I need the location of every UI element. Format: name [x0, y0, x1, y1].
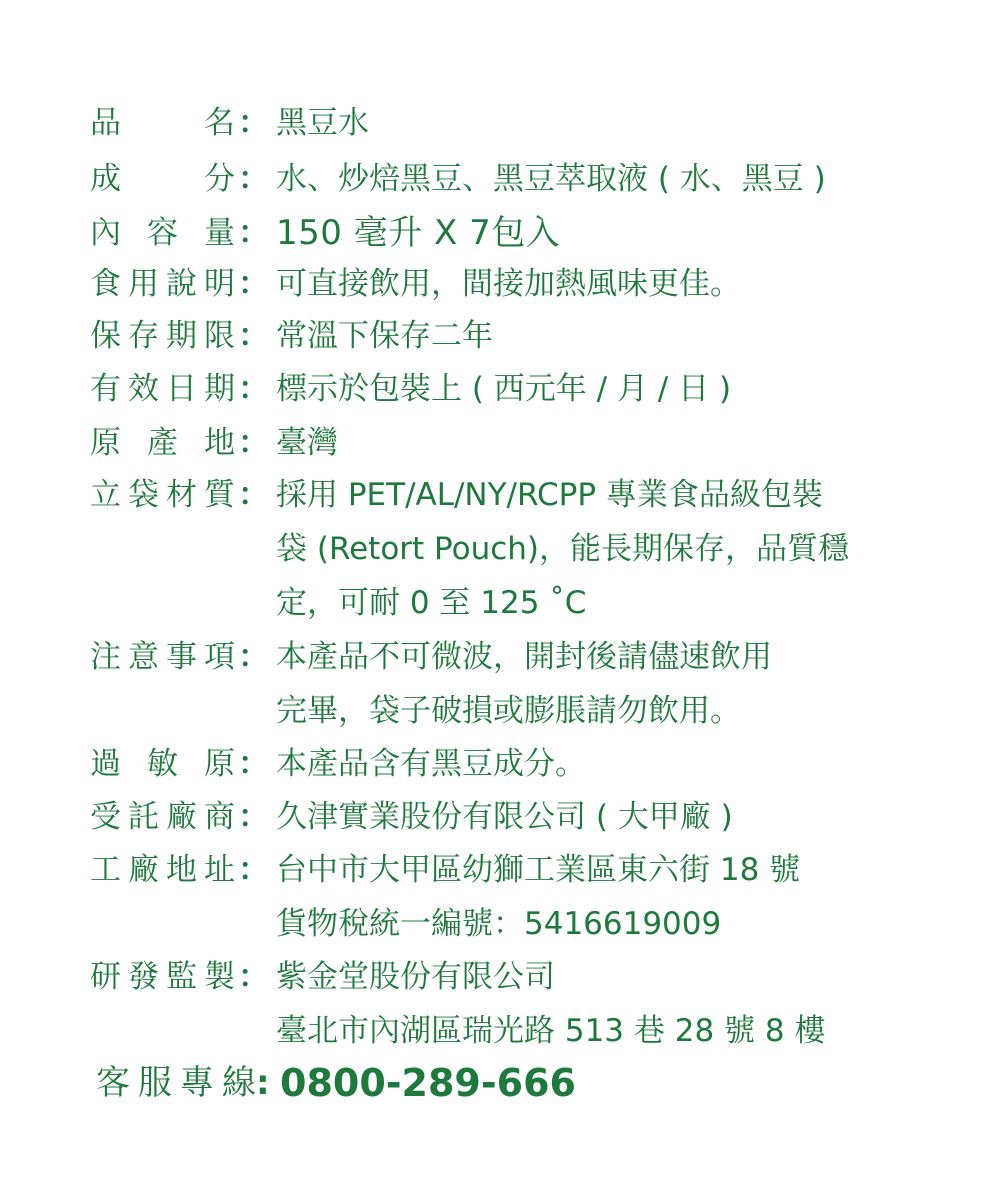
field-colon: ：: [238, 799, 269, 835]
value-line: 可直接飲用，間接加熱風味更佳。: [276, 266, 741, 302]
field-colon: ：: [238, 477, 269, 513]
value-line: 定，可耐 0 至 125 ˚C: [276, 585, 587, 621]
field-value: [276, 468, 926, 630]
field-value: [276, 152, 926, 206]
value-line: 本產品含有黑豆成分。: [276, 746, 586, 782]
field-label: 立袋材質: [90, 477, 235, 513]
field-label: 內 容 量: [90, 215, 235, 251]
value-line: 0800-289-666: [280, 1061, 576, 1105]
field-label: 品 名: [90, 105, 235, 141]
value-line: 150 毫升 X 7包入: [276, 213, 561, 253]
field-value: [276, 206, 926, 260]
value-line: 臺北市內湖區瑞光路 513 巷 28 號 8 樓: [276, 1013, 826, 1049]
field-label: 有效日期: [90, 371, 235, 407]
field-value: [276, 416, 926, 470]
value-line: 臺灣: [276, 425, 338, 461]
value-line: 常溫下保存二年: [276, 318, 493, 354]
field-colon: ：: [238, 425, 269, 461]
field-colon: ：: [238, 318, 269, 354]
field-label: 受託廠商: [90, 799, 235, 835]
field-value: [276, 257, 926, 311]
value-line: 久津實業股份有限公司 ( 大甲廠 ): [276, 799, 733, 835]
value-line: 紫金堂股份有限公司: [276, 959, 555, 995]
value-line: 完畢，袋子破損或膨脹請勿飲用。: [276, 693, 741, 729]
field-colon: ：: [238, 959, 269, 995]
field-value: [276, 362, 926, 416]
field-value: [276, 309, 926, 363]
hotline-colon: :: [256, 1063, 270, 1103]
field-colon: ：: [238, 215, 269, 251]
value-line: 袋 (Retort Pouch)，能長期保存，品質穩: [276, 531, 850, 567]
field-value: [276, 790, 926, 844]
field-colon: ：: [238, 371, 269, 407]
field-value: [276, 950, 926, 1058]
field-colon: ：: [238, 746, 269, 782]
field-label: 成 分: [90, 161, 235, 197]
value-line: 黑豆水: [276, 105, 369, 141]
hotline-number: [280, 1056, 930, 1110]
field-label: 保存期限: [90, 318, 235, 354]
field-colon: ：: [238, 105, 269, 141]
field-value: [276, 843, 926, 951]
field-label: 原 產 地: [90, 425, 235, 461]
value-line: 台中市大甲區幼獅工業區東六街 18 號: [276, 852, 801, 888]
field-label: 注意事項: [90, 639, 235, 675]
field-label: 工廠地址: [90, 852, 235, 888]
field-colon: ：: [238, 852, 269, 888]
value-line: 標示於包裝上 ( 西元年 / 月 / 日 ): [276, 371, 732, 407]
field-label: 食用說明: [90, 266, 235, 302]
field-value: [276, 630, 926, 738]
field-colon: ：: [238, 639, 269, 675]
field-label: 研發監製: [90, 959, 235, 995]
field-value: [276, 96, 926, 150]
value-line: 本產品不可微波，開封後請儘速飲用: [276, 639, 772, 675]
field-colon: ：: [238, 266, 269, 302]
hotline-label: 客服專線: [96, 1063, 256, 1103]
value-line: 採用 PET/AL/NY/RCPP 專業食品級包裝: [276, 477, 823, 513]
field-value: [276, 737, 926, 791]
value-line: 貨物稅統一編號：5416619009: [276, 906, 722, 942]
field-colon: ：: [238, 161, 269, 197]
field-label: 過 敏 原: [90, 746, 235, 782]
value-line: 水、炒焙黑豆、黑豆萃取液 ( 水、黑豆 ): [276, 161, 826, 197]
